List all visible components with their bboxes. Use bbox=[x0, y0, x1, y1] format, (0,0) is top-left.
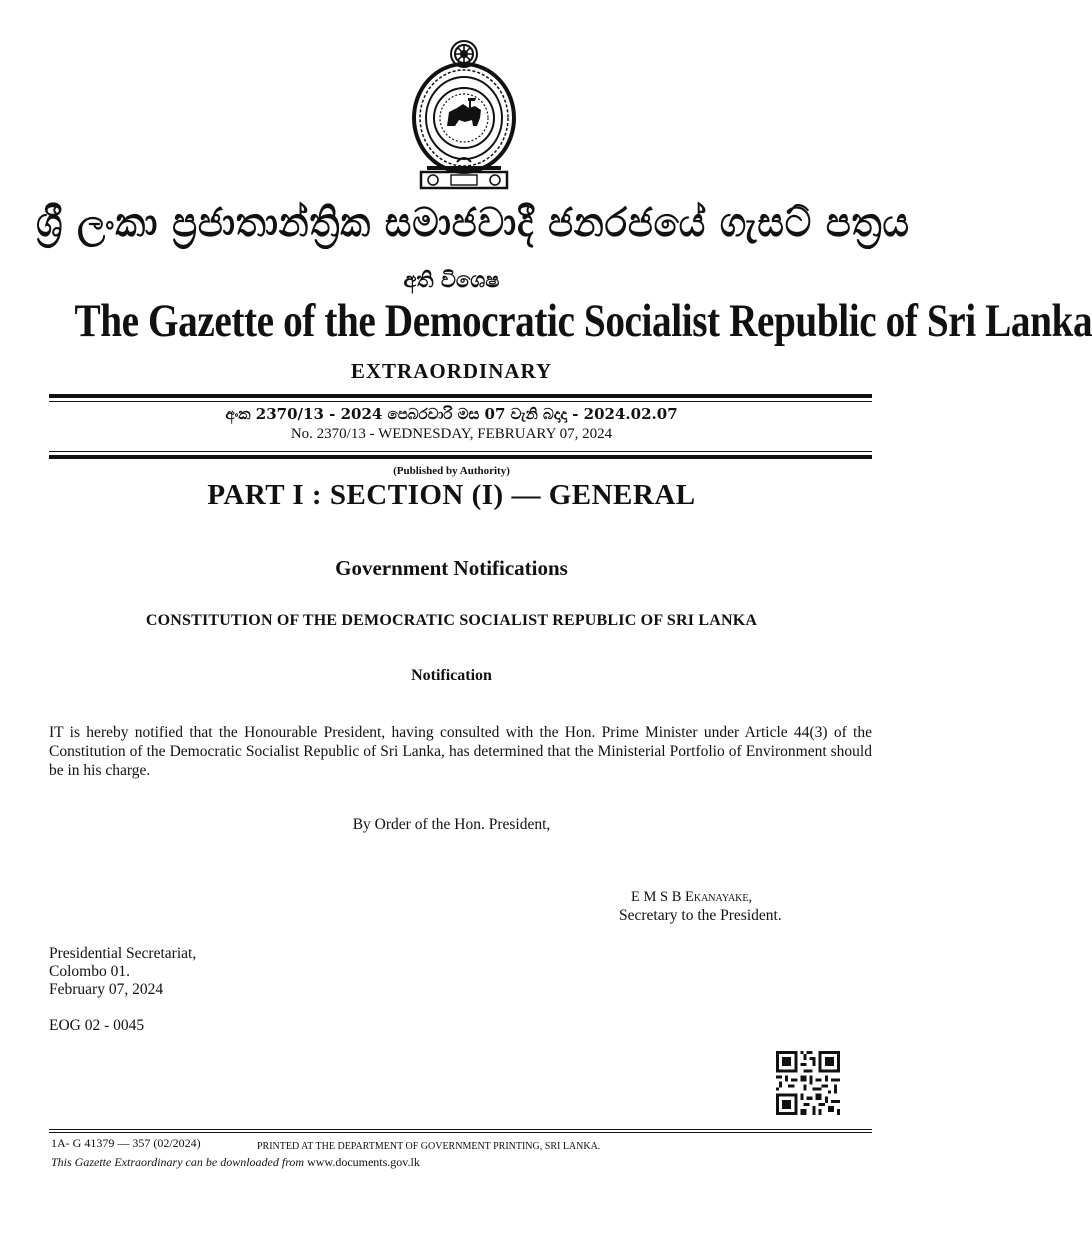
header-rule-thin bbox=[49, 401, 872, 402]
sri-lanka-emblem-icon bbox=[407, 38, 521, 192]
issue-rule-thin bbox=[49, 451, 872, 452]
masthead-sinhala-subtitle: අති විශෙෂ bbox=[403, 268, 500, 292]
reference-number: EOG 02 - 0045 bbox=[49, 1017, 145, 1034]
address-line-2: Colombo 01. bbox=[49, 963, 130, 980]
header-rule-thick bbox=[49, 394, 872, 398]
signatory-initials: E M S B bbox=[631, 889, 682, 905]
qr-code-icon bbox=[776, 1051, 840, 1115]
footer-rule-top bbox=[49, 1129, 872, 1130]
footer-printer-line: PRINTED AT THE DEPARTMENT OF GOVERNMENT PRINTING, SRI LANKA. bbox=[257, 1141, 601, 1152]
footer-print-code: 1A- G 41379 — 357 (02/2024) bbox=[51, 1136, 201, 1150]
order-line: By Order of the Hon. President, bbox=[352, 816, 551, 833]
address-line-1: Presidential Secretariat, bbox=[49, 945, 197, 962]
footer-download-line bbox=[51, 1155, 420, 1170]
masthead-english-title: The Gazette of the Democratic Socialist Republic of Sri Lanka bbox=[74, 295, 1092, 347]
signatory-title: Secretary to the President. bbox=[619, 907, 782, 924]
notice-subject: CONSTITUTION OF THE DEMOCRATIC SOCIALIST REPUBLIC OF SRI LANKA bbox=[145, 612, 758, 629]
footer-download-link[interactable]: www.documents.gov.lk bbox=[307, 1155, 420, 1169]
issue-line-sinhala: අංක 2370/13 - 2024 පෙබරවාරි මස 07 වැනි බදාදා - 2024.02.07 bbox=[225, 405, 678, 423]
address-block bbox=[49, 945, 196, 999]
address-date: February 07, 2024 bbox=[49, 981, 164, 998]
footer-rule-bottom bbox=[49, 1132, 872, 1133]
footer-download-text: This Gazette Extraordinary can be downloaded from bbox=[51, 1155, 305, 1169]
published-by: (Published by Authority) bbox=[393, 465, 510, 477]
notice-body: IT is hereby notified that the Honourable President, having consulted with the Hon. Prime Minister under Article 44(3) of the Constitution of the Democratic Socialist Republic of Sri Lanka, has determined that the Ministerial Portfolio of Environment should be in his charge. bbox=[49, 724, 872, 779]
section-heading: PART I : SECTION (I) — GENERAL bbox=[207, 479, 696, 511]
signatory-surname: Ekanayake, bbox=[685, 889, 753, 905]
notice-category: Government Notifications bbox=[335, 556, 568, 580]
notice-type: Notification bbox=[411, 667, 492, 684]
edition-label: EXTRAORDINARY bbox=[350, 359, 553, 383]
issue-rule-thick bbox=[49, 455, 872, 459]
masthead-sinhala-title: ශ්‍රී ලංකා ප්‍රජාතාන්ත්‍රික සමාජවාදී ජනරජයේ ගැසට් පත්‍රය bbox=[36, 200, 910, 246]
signatory-name bbox=[631, 889, 752, 906]
issue-line-english: No. 2370/13 - WEDNESDAY, FEBRUARY 07, 2024 bbox=[290, 426, 613, 442]
